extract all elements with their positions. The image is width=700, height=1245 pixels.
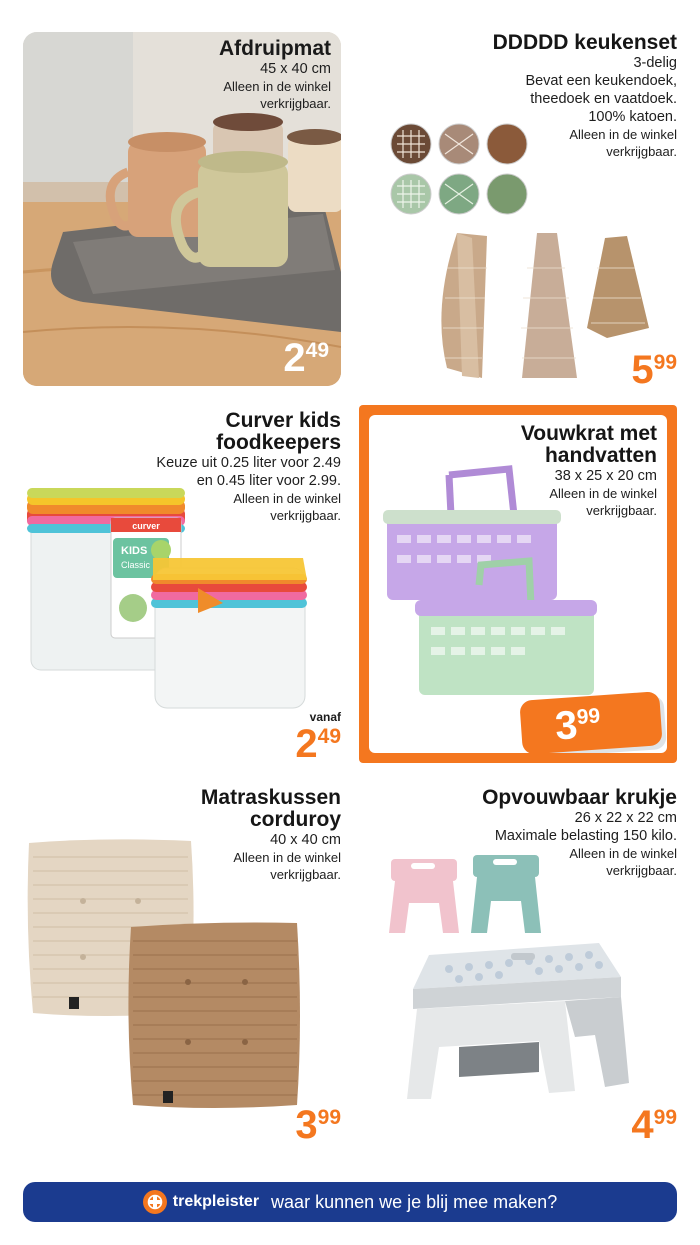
color-swatches [389, 122, 539, 222]
swatch-green-check [439, 174, 479, 214]
krukje-availability-2: verkrijgbaar. [606, 863, 677, 878]
afdruipmat-price-euros: 2 [283, 336, 305, 380]
afdruipmat-photo [23, 32, 341, 386]
foodkeepers-image [23, 488, 313, 718]
foodkeepers-title-1: Curver kids [225, 409, 341, 432]
foodkeepers-price [295, 724, 341, 764]
foodkeepers-card [23, 410, 341, 770]
keukenset-price [631, 350, 677, 390]
vouwkrat-title-1: Vouwkrat met [520, 422, 657, 445]
trekpleister-brand: trekpleister [172, 1193, 260, 1210]
tea-towels-image [427, 228, 657, 388]
keukenset-line-2: Bevat een keukendoek, [525, 73, 677, 89]
matraskussen-price [295, 1105, 341, 1145]
foodkeepers-availability-1: Alleen in de winkel [233, 491, 341, 506]
krukje-card [359, 787, 677, 1152]
foodkeepers-line-1: Keuze uit 0.25 liter voor 2.49 [156, 455, 341, 471]
matraskussen-availability-1: Alleen in de winkel [233, 850, 341, 865]
vouwkrat-price [553, 703, 602, 749]
vouwkrat-price-tag [519, 691, 662, 753]
matraskussen-title-1: Matraskussen [200, 786, 341, 809]
footer-banner[interactable] [23, 1182, 677, 1222]
vouwkrat-price-cents: 99 [576, 704, 601, 729]
krukje-image [399, 937, 639, 1112]
foodkeepers-title-2: foodkeepers [216, 431, 341, 454]
vouwkrat-card [369, 415, 667, 753]
vouwkrat-availability-1: Alleen in de winkel [549, 486, 657, 501]
krukje-line-1: Maximale belasting 150 kilo. [494, 828, 677, 844]
krukje-size: 26 x 22 x 22 cm [574, 810, 677, 826]
vouwkrat-availability-2: verkrijgbaar. [586, 503, 657, 518]
matraskussen-size: 40 x 40 cm [270, 832, 341, 848]
keukenset-price-cents: 99 [653, 351, 677, 374]
afdruipmat-size: 45 x 40 cm [260, 61, 331, 77]
afdruipmat-availability-1: Alleen in de winkel [223, 79, 331, 94]
matraskussen-price-euros: 3 [295, 1103, 317, 1147]
matraskussen-availability-2: verkrijgbaar. [270, 867, 341, 882]
afdruipmat-availability-2: verkrijgbaar. [260, 96, 331, 111]
afdruipmat-price-cents: 49 [305, 339, 329, 362]
krukje-price-cents: 99 [653, 1106, 677, 1129]
afdruipmat-price [283, 338, 329, 378]
keukenset-availability-1: Alleen in de winkel [569, 127, 677, 142]
afdruipmat-title: Afdruipmat [219, 37, 331, 60]
swatch-brown-dark [391, 124, 431, 164]
foodkeepers-line-2: en 0.45 liter voor 2.99. [196, 473, 341, 489]
footer-slogan: waar kunnen we je blij mee maken? [271, 1191, 558, 1212]
krukje-color-variants [385, 853, 545, 943]
krukje-availability-1: Alleen in de winkel [569, 846, 677, 861]
vouwkrat-info [457, 423, 657, 519]
trekpleister-logo-icon [143, 1190, 167, 1214]
vouwkrat-price-euros: 3 [553, 703, 578, 749]
foodkeepers-box-label-2: Classic [121, 560, 151, 570]
krukje-teal [471, 855, 541, 933]
keukenset-availability-2: verkrijgbaar. [606, 144, 677, 159]
krukje-price [631, 1105, 677, 1145]
matraskussen-image [23, 837, 313, 1117]
swatch-green-solid [487, 174, 527, 214]
krukje-title: Opvouwbaar krukje [482, 786, 677, 809]
keukenset-card [359, 31, 677, 392]
swatch-taupe [439, 124, 479, 164]
vouwkrat-card-frame [359, 405, 677, 763]
foodkeepers-box-label-1: KIDS [121, 545, 148, 557]
keukenset-line-1: 3-delig [633, 55, 677, 71]
foodkeepers-availability-2: verkrijgbaar. [270, 508, 341, 523]
keukenset-line-3: theedoek en vaatdoek. [530, 91, 677, 107]
vouwkrat-title-2: handvatten [544, 444, 657, 467]
trekpleister-logo [143, 1190, 259, 1214]
krukje-pink [389, 859, 459, 933]
foodkeepers-price-cents: 49 [317, 725, 341, 748]
matraskussen-card [23, 787, 341, 1152]
keukenset-line-4: 100% katoen. [588, 109, 677, 125]
vouwkrat-size: 38 x 25 x 20 cm [554, 468, 657, 484]
foodkeepers-box-brand: curver [132, 521, 160, 531]
swatch-mint [391, 174, 431, 214]
swatch-brown-solid [487, 124, 527, 164]
keukenset-title: DDDDD keukenset [492, 31, 677, 54]
foodkeepers-price-euros: 2 [295, 722, 317, 766]
krukje-price-euros: 4 [631, 1103, 653, 1147]
matraskussen-price-cents: 99 [317, 1106, 341, 1129]
afdruipmat-info [131, 38, 331, 112]
matraskussen-title-2: corduroy [249, 808, 341, 831]
foodkeepers-from-label: vanaf [309, 710, 341, 724]
keukenset-price-euros: 5 [631, 348, 653, 392]
